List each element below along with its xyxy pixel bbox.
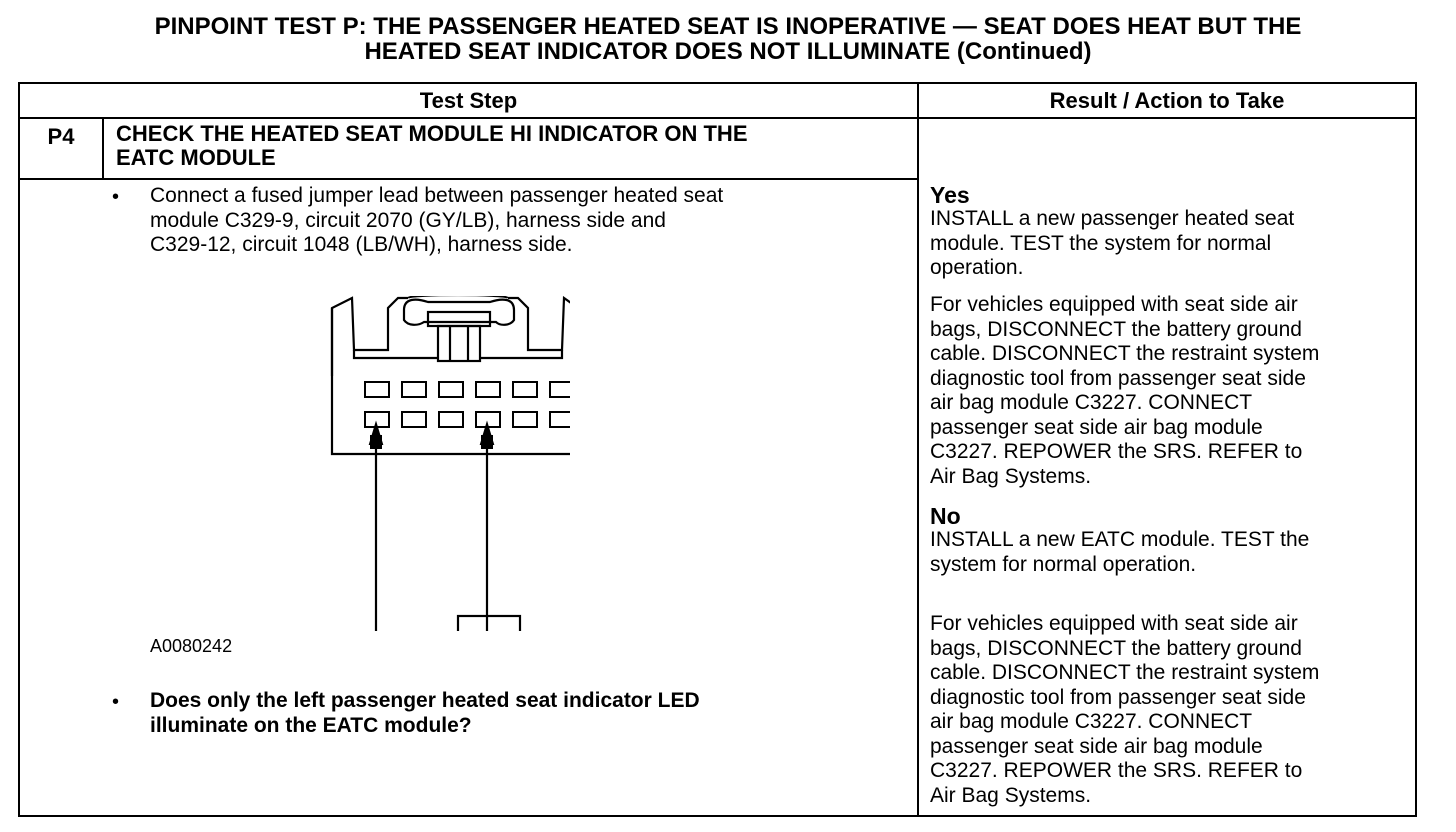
instruction-line-3: C329-12, circuit 1048 (LB/WH), harness side. xyxy=(150,233,573,256)
no-line-2: system for normal operation. xyxy=(930,552,1197,576)
no-note-line-7: C3227. REPOWER the SRS. REFER to xyxy=(930,759,1303,782)
yes-note-line-1: For vehicles equipped with seat side air xyxy=(930,293,1298,316)
cavity xyxy=(402,382,426,397)
question-line-2: illuminate on the EATC module? xyxy=(150,713,472,737)
yes-note-line-6: passenger seat side air bag module xyxy=(930,415,1263,439)
cavity xyxy=(402,412,426,427)
header-test-step: Test Step xyxy=(419,88,518,113)
cavity xyxy=(513,412,537,427)
no-note-line-8: Air Bag Systems. xyxy=(930,783,1092,807)
cavity xyxy=(550,382,570,397)
title-line-2: HEATED SEAT INDICATOR DOES NOT ILLUMINATE (Continued) xyxy=(364,38,1092,65)
yes-note-line-7: C3227. REPOWER the SRS. REFER to xyxy=(930,440,1303,463)
pinpoint-test-table xyxy=(18,82,1417,817)
cavity xyxy=(439,412,463,427)
no-note-line-5: air bag module C3227. CONNECT xyxy=(930,710,1253,733)
result-yes-note xyxy=(930,293,1410,489)
yes-line-3: operation. xyxy=(930,256,1024,279)
column-divider xyxy=(917,84,919,815)
yes-note-line-5: air bag module C3227. CONNECT xyxy=(930,391,1253,414)
cavity xyxy=(365,382,389,397)
yes-line-1: INSTALL a new passenger heated seat xyxy=(930,207,1295,230)
fuse xyxy=(458,616,520,631)
no-line-1: INSTALL a new EATC module. TEST the xyxy=(930,528,1310,551)
figure-id: A0080242 xyxy=(150,636,233,656)
bullet-question: • xyxy=(112,691,120,713)
cavity xyxy=(550,412,570,427)
result-yes xyxy=(930,183,1410,281)
bullet-instruction: • xyxy=(112,186,120,208)
terminal-row-bottom xyxy=(365,412,570,427)
title-line-1: PINPOINT TEST P: THE PASSENGER HEATED SEAT IS INOPERATIVE — SEAT DOES HEAT BUT THE xyxy=(154,13,1302,40)
no-note-line-4: diagnostic tool from passenger seat side xyxy=(930,685,1306,709)
question-line-1: Does only the left passenger heated seat indicator LED xyxy=(150,689,700,712)
no-note-line-1: For vehicles equipped with seat side air xyxy=(930,612,1298,635)
header-divider xyxy=(20,117,1415,119)
step-title-divider xyxy=(20,178,918,180)
header-result: Result / Action to Take xyxy=(1049,88,1285,113)
yes-note-line-3: cable. DISCONNECT the restraint system xyxy=(930,342,1320,365)
step-title-line-1: CHECK THE HEATED SEAT MODULE HI INDICATOR ON THE xyxy=(116,121,748,146)
yes-line-2: module. TEST the system for normal xyxy=(930,231,1272,255)
jumper-lead xyxy=(376,446,488,631)
step-title xyxy=(116,122,876,170)
cavity xyxy=(476,382,500,397)
instruction-line-1: Connect a fused jumper lead between passenger heated seat xyxy=(150,184,724,207)
yes-note-line-2: bags, DISCONNECT the battery ground xyxy=(930,317,1302,341)
step-id-divider xyxy=(102,119,104,179)
no-note-line-6: passenger seat side air bag module xyxy=(930,734,1263,758)
cavity xyxy=(513,382,537,397)
question-text xyxy=(150,689,900,738)
result-no-note xyxy=(930,612,1410,808)
cavity xyxy=(439,382,463,397)
instruction-text xyxy=(150,184,900,258)
instruction-line-2: module C329-9, circuit 2070 (GY/LB), harness side and xyxy=(150,208,666,232)
connector-jumper-diagram xyxy=(320,296,570,631)
no-label: No xyxy=(930,503,961,529)
step-title-line-2: EATC MODULE xyxy=(116,145,276,170)
yes-note-line-8: Air Bag Systems. xyxy=(930,464,1092,488)
no-note-line-3: cable. DISCONNECT the restraint system xyxy=(930,661,1320,684)
step-id: P4 xyxy=(47,124,75,149)
result-no xyxy=(930,504,1410,577)
no-note-line-2: bags, DISCONNECT the battery ground xyxy=(930,636,1302,660)
page-title xyxy=(0,14,1456,64)
yes-label: Yes xyxy=(930,182,970,208)
terminal-row-top xyxy=(365,382,570,397)
yes-note-line-4: diagnostic tool from passenger seat side xyxy=(930,366,1306,390)
